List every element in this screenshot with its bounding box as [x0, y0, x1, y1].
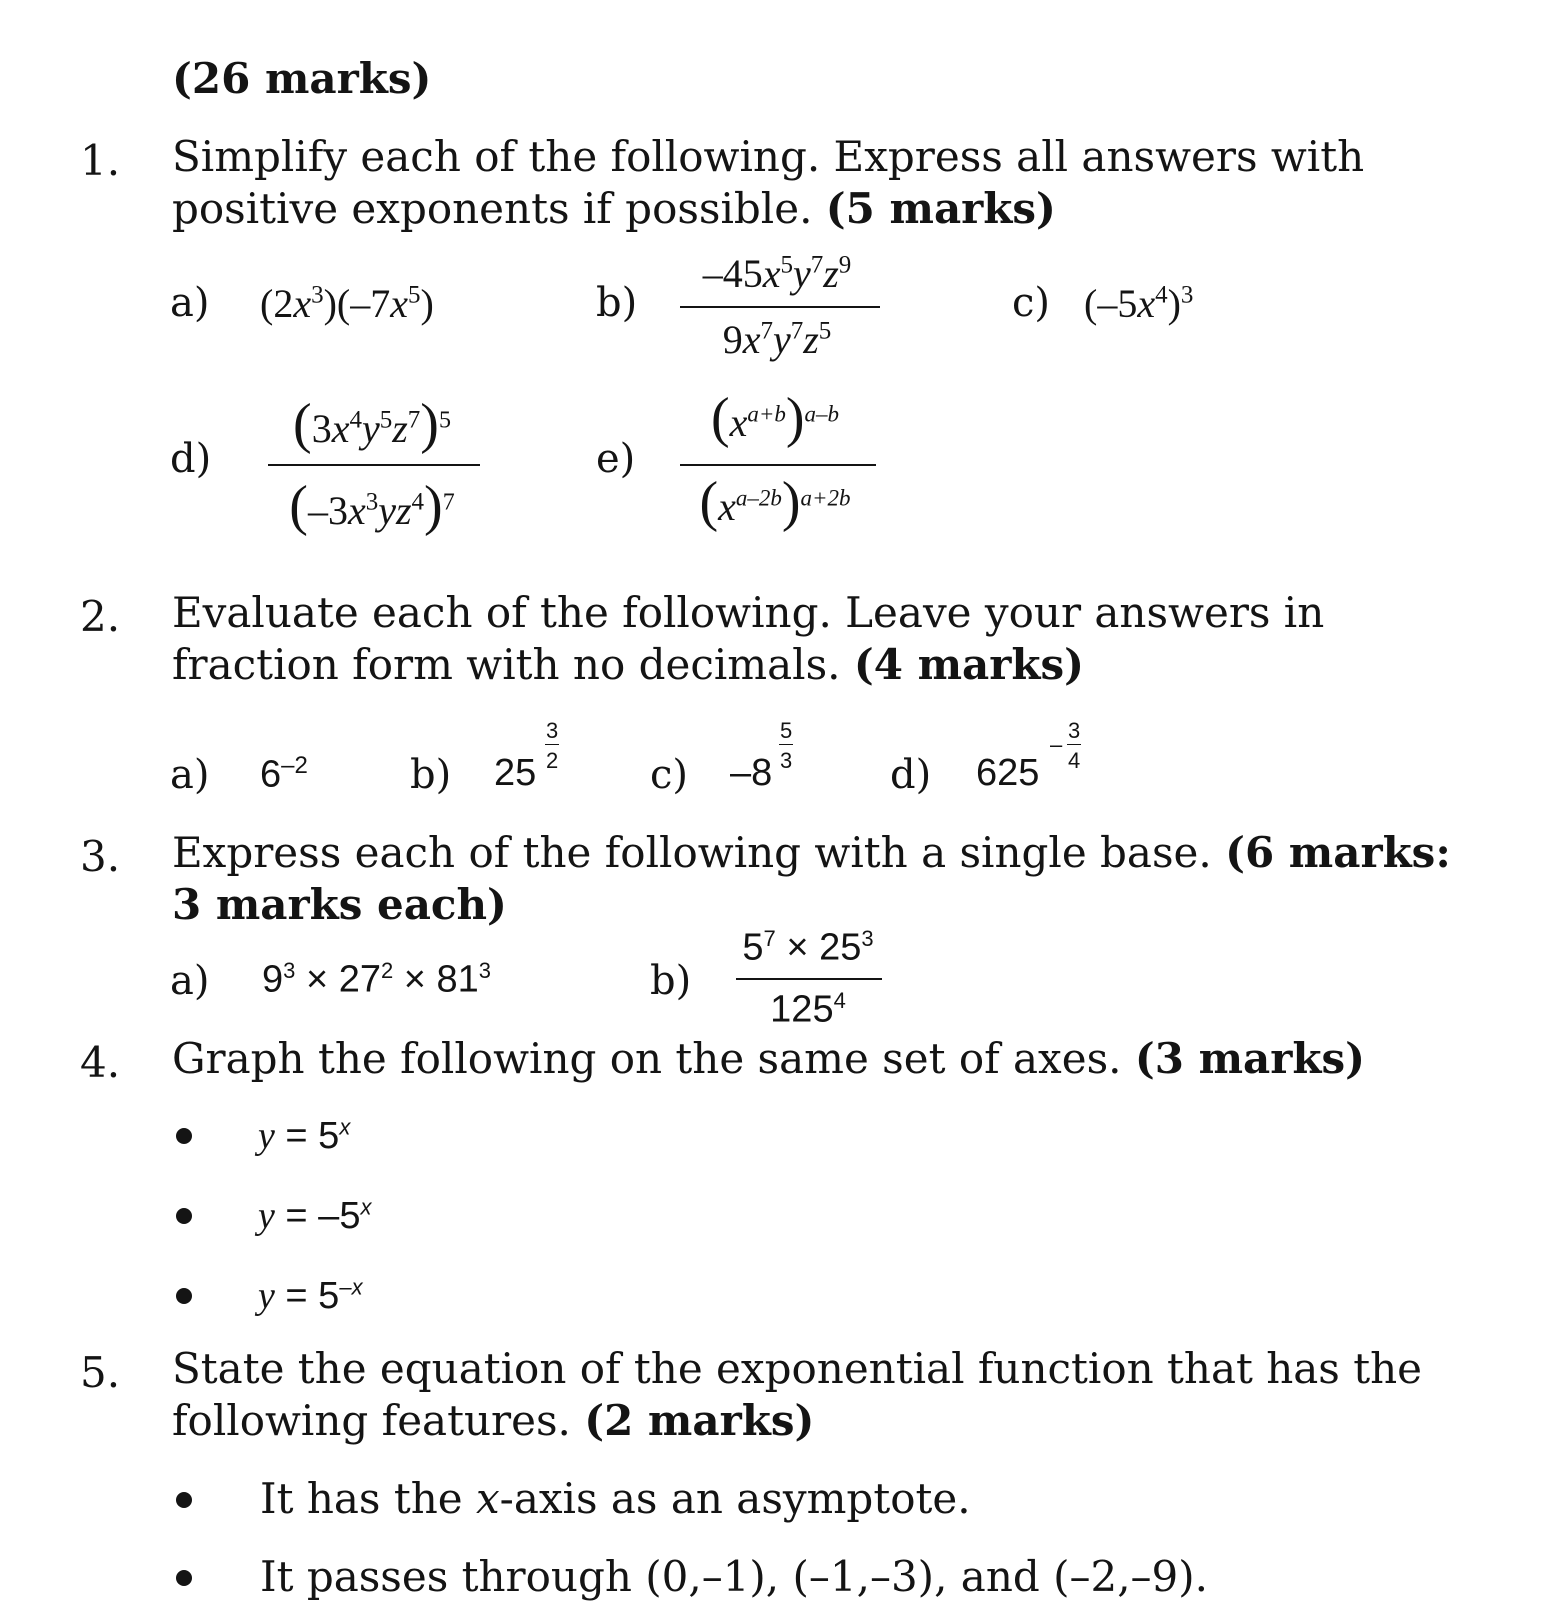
question-3-line1: Express each of the following with a single base. (6 marks:	[172, 828, 1451, 877]
q1-part-e-label: e)	[596, 436, 636, 482]
q1-part-d-numerator: $(3x^4y^5z^7)^5$	[293, 393, 451, 455]
q4-equation-1: $y = 5^x$	[258, 1114, 351, 1157]
q5-feature-2: It passes through (0,–1), (–1,–3), and (–2,–9).	[260, 1552, 1209, 1601]
q3-part-b-numerator: $5^7 \times 25^3$	[742, 926, 874, 969]
question-1-number: 1.	[80, 136, 121, 185]
question-2-marks: (4 marks)	[853, 640, 1084, 689]
q2-part-a-expression: $6^{-2}$	[260, 752, 308, 796]
q2-part-b-base: 25	[494, 752, 537, 794]
question-1-line2: positive exponents if possible. (5 marks)	[172, 184, 1056, 233]
question-5-line2: following features. (2 marks)	[172, 1396, 815, 1445]
q1-part-c-label: c)	[1012, 280, 1051, 326]
question-4-line1: Graph the following on the same set of axes. (3 marks)	[172, 1034, 1365, 1083]
q4-bullet-2	[176, 1208, 192, 1224]
q1-part-a-expression: $(2x^3)(-7x^5)$	[260, 281, 434, 326]
q2-part-d-exp-sign: –	[1050, 732, 1063, 757]
q3-part-b-denominator: $125^4$	[770, 988, 846, 1031]
q2-part-c-label: c)	[650, 752, 689, 798]
q2-part-c-base: –8	[730, 752, 773, 794]
q2-part-a-label: a)	[170, 752, 210, 798]
q1-part-a-label: a)	[170, 280, 210, 326]
q3-part-b-label: b)	[650, 958, 692, 1004]
total-marks: (26 marks)	[172, 54, 432, 103]
q4-bullet-1	[176, 1128, 192, 1144]
q1-part-b-label: b)	[596, 280, 638, 326]
q1-part-e-denominator: $(x^{a-2b})^{a+2b}$	[699, 471, 851, 533]
q2-part-c-exp-bar	[779, 744, 793, 745]
q1-part-b-numerator: $-45x^5y^7z^9$	[702, 251, 852, 296]
q2-part-d-exp-numerator: 3	[1068, 718, 1081, 743]
q1-part-d-fraction-bar	[268, 464, 480, 466]
question-1-line1: Simplify each of the following. Express all answers with	[172, 132, 1365, 181]
q2-part-b-exp-denominator: 2	[546, 748, 559, 773]
q2-part-d-exp-bar	[1067, 744, 1081, 745]
q4-bullet-3	[176, 1288, 192, 1304]
q3-part-b-fraction-bar	[736, 978, 882, 980]
q2-part-b-label: b)	[410, 752, 452, 798]
question-5-line1: State the equation of the exponential function that has the	[172, 1344, 1422, 1393]
question-2-number: 2.	[80, 592, 121, 641]
question-3-marks-detail: 3 marks each)	[172, 880, 507, 929]
question-2-line2: fraction form with no decimals. (4 marks)	[172, 640, 1084, 689]
q3-part-a-label: a)	[170, 958, 210, 1004]
q1-part-e-fraction-bar	[680, 464, 876, 466]
q5-bullet-1	[176, 1492, 192, 1508]
question-3-number: 3.	[80, 832, 121, 881]
q2-part-c-exp-denominator: 3	[780, 748, 793, 773]
q2-part-b-exp-numerator: 3	[546, 718, 559, 743]
q3-part-a-expression: $9^3 \times 27^2 \times 81^3$	[262, 958, 492, 1001]
q2-part-c-exp-numerator: 5	[780, 718, 793, 743]
q2-part-d-label: d)	[890, 752, 932, 798]
q2-part-b-exp-bar	[545, 744, 559, 745]
question-2-line1: Evaluate each of the following. Leave your answers in	[172, 588, 1325, 637]
q1-part-b-denominator: $9x^7y^7z^5$	[722, 317, 832, 362]
q5-feature-1: It has the x-axis as an asymptote.	[260, 1474, 971, 1523]
q2-part-d-exp-denominator: 4	[1068, 748, 1081, 773]
question-4-number: 4.	[80, 1038, 121, 1087]
question-5-marks: (2 marks)	[584, 1396, 815, 1445]
question-4-marks: (3 marks)	[1134, 1034, 1365, 1083]
q5-bullet-2	[176, 1570, 192, 1586]
q4-equation-2: $y = -5^x$	[258, 1194, 372, 1237]
q1-part-d-denominator: $(-3x^3yz^4)^7$	[289, 475, 455, 537]
q1-part-c-expression: $(-5x^4)^3$	[1084, 281, 1194, 326]
q4-equation-3: $y = 5^{-x}$	[258, 1274, 363, 1317]
q2-part-d-base: 625	[976, 752, 1040, 794]
q1-part-b-fraction-bar	[680, 306, 880, 308]
q1-part-e-numerator: $(x^{a+b})^{a-b}$	[710, 387, 840, 449]
q1-part-d-label: d)	[170, 436, 212, 482]
question-5-number: 5.	[80, 1348, 121, 1397]
question-1-marks: (5 marks)	[825, 184, 1056, 233]
question-3-marks: (6 marks:	[1225, 828, 1451, 877]
